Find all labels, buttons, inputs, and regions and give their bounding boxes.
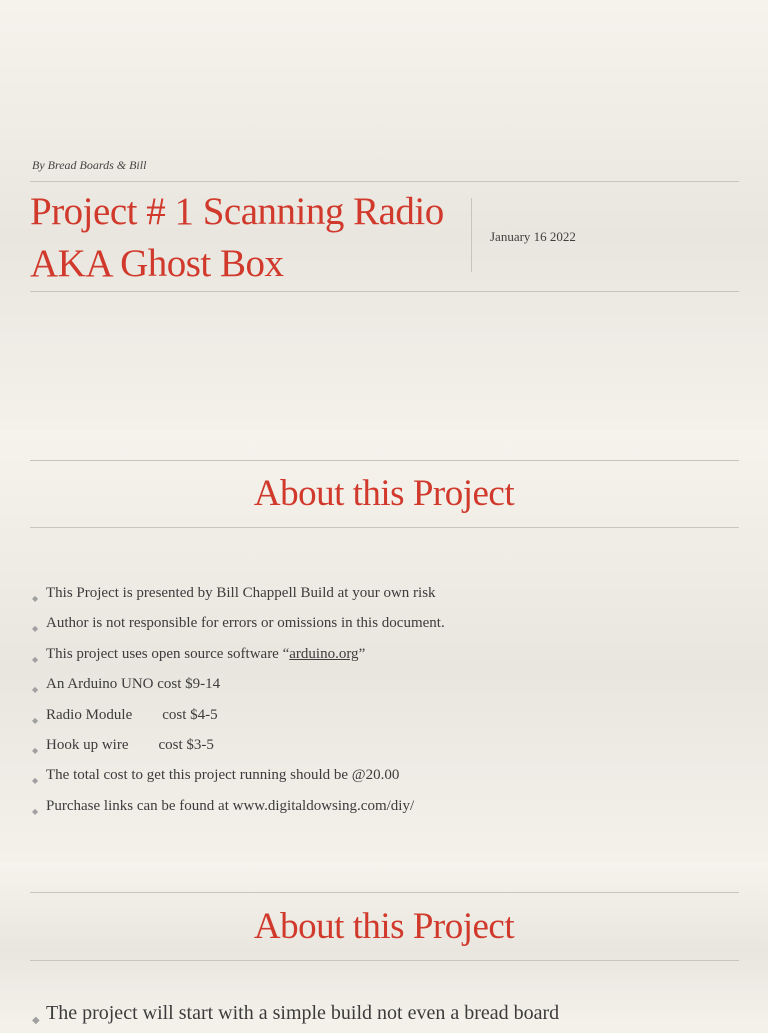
diamond-bullet-icon: ◆: [32, 624, 39, 634]
about-slide-2: [0, 862, 768, 1024]
list-item: ◆ Purchase links can be found at www.digitaldowsing.com/diy/: [32, 796, 445, 826]
slide-date: January 16 2022: [490, 229, 576, 244]
about-slide: [0, 430, 768, 862]
heading-bottom-rule: [30, 960, 739, 961]
title-slide: [0, 0, 768, 430]
section-heading: About this Project: [253, 473, 515, 514]
slide-title: Project # 1 Scanning Radio AKA Ghost Box: [30, 190, 444, 285]
list-item: ◆ The project will start with a simple build not even a bread board: [32, 1003, 559, 1033]
heading-bottom-rule: [30, 527, 739, 528]
list-item: ◆ Author is not responsible for errors or omissions in this document.: [32, 613, 445, 643]
heading-top-rule: [30, 460, 739, 461]
top-divider: [30, 181, 739, 182]
section-heading: About this Project: [253, 906, 515, 947]
list-item: ◆ An Arduino UNO cost $9-14: [32, 674, 445, 704]
bullet-list: [32, 1003, 559, 1033]
diamond-bullet-icon: ◆: [32, 1015, 40, 1026]
diamond-bullet-icon: ◆: [32, 594, 39, 603]
vertical-divider: [471, 198, 472, 272]
list-item: ◆ This project uses open source software “arduino.org”: [32, 644, 445, 674]
diamond-bullet-icon: ◆: [32, 745, 39, 755]
diamond-bullet-icon: ◆: [32, 715, 39, 725]
list-item: ◆ The total cost to get this project running should be @20.00: [32, 765, 445, 795]
heading-top-rule: [30, 892, 739, 893]
diamond-bullet-icon: ◆: [32, 654, 39, 664]
list-item: ◆ This Project is presented by Bill Chappell Build at your own risk: [32, 583, 445, 613]
diamond-bullet-icon: ◆: [32, 776, 39, 786]
diamond-bullet-icon: ◆: [32, 685, 39, 695]
bottom-divider: [30, 291, 739, 292]
arduino-link[interactable]: arduino.org: [289, 645, 359, 662]
byline: By Bread Boards & Bill: [32, 158, 147, 172]
diamond-bullet-icon: ◆: [32, 806, 39, 816]
list-item: ◆ Radio Module cost $4-5: [32, 705, 445, 735]
bullet-list: [32, 583, 445, 826]
list-item: ◆ Hook up wire cost $3-5: [32, 735, 445, 765]
